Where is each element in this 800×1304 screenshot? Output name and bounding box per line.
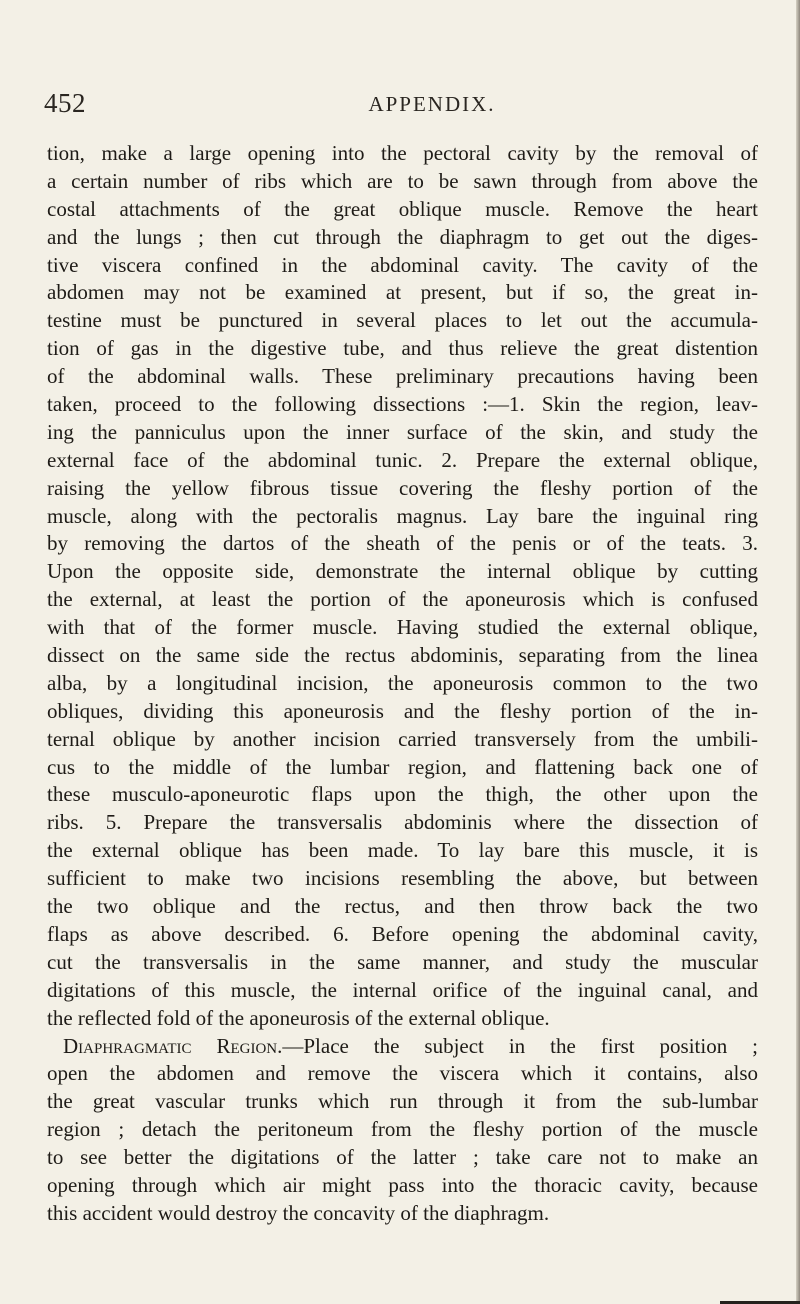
text-line: region ; detach the peritoneum from the fleshy portion of the muscle	[47, 1117, 758, 1142]
section-heading: Diaphragmatic Region.	[63, 1033, 283, 1058]
section-text: —Place the subject in the first position ;	[282, 1033, 758, 1058]
text-line: and the lungs ; then cut through the diaphragm to get out the diges-	[47, 224, 758, 249]
text-line: these musculo-aponeurotic flaps upon the thigh, the other upon the	[47, 782, 758, 807]
text-line: cus to the middle of the lumbar region, and flattening back one of	[47, 754, 758, 779]
text-line: this accident would destroy the concavity of the diaphragm.	[47, 1200, 550, 1225]
text-line: ternal oblique by another incision carried transversely from the umbili-	[47, 726, 758, 751]
running-title: APPENDIX.	[368, 92, 496, 116]
body-text	[47, 140, 758, 1228]
text-line: costal attachments of the great oblique muscle. Remove the heart	[47, 196, 758, 221]
page-header	[44, 88, 744, 120]
section-first-line	[47, 1033, 758, 1061]
text-line: alba, by a longitudinal incision, the aponeurosis common to the two	[47, 670, 758, 695]
text-line: cut the transversalis in the same manner, and study the muscular	[47, 949, 758, 974]
text-line: the reflected fold of the aponeurosis of the external oblique.	[47, 1005, 550, 1030]
text-line: dissect on the same side the rectus abdominis, separating from the linea	[47, 643, 758, 668]
text-line: sufficient to make two incisions resembling the above, but between	[47, 866, 758, 891]
text-line: external face of the abdominal tunic. 2. Prepare the external oblique,	[47, 447, 758, 472]
text-line: flaps as above described. 6. Before opening the abdominal cavity,	[47, 921, 758, 946]
text-line: open the abdomen and remove the viscera which it contains, also	[47, 1061, 758, 1086]
text-line: obliques, dividing this aponeurosis and the fleshy portion of the in-	[47, 698, 758, 723]
text-line: raising the yellow fibrous tissue covering the fleshy portion of the	[47, 475, 758, 500]
text-line: the external, at least the portion of the aponeurosis which is confused	[47, 587, 758, 612]
text-line: muscle, along with the pectoralis magnus. Lay bare the inguinal ring	[47, 503, 758, 528]
text-line: abdomen may not be examined at present, but if so, the great in-	[47, 280, 758, 305]
text-line: ing the panniculus upon the inner surface of the skin, and study the	[47, 419, 758, 444]
text-line: to see better the digitations of the latter ; take care not to make an	[47, 1145, 758, 1170]
text-line: taken, proceed to the following dissections :—1. Skin the region, leav-	[47, 392, 758, 417]
text-line: of the abdominal walls. These preliminary precautions having been	[47, 364, 758, 389]
text-line: digitations of this muscle, the internal orifice of the inguinal canal, and	[47, 977, 758, 1002]
text-line: the external oblique has been made. To lay bare this muscle, it is	[47, 838, 758, 863]
text-line: with that of the former muscle. Having studied the external oblique,	[47, 615, 758, 640]
text-line: the great vascular trunks which run through it from the sub-lumbar	[47, 1089, 758, 1114]
text-line: tion of gas in the digestive tube, and thus relieve the great distention	[47, 336, 758, 361]
text-line: testine must be punctured in several places to let out the accumula-	[47, 308, 758, 333]
text-line: ribs. 5. Prepare the transversalis abdominis where the dissection of	[47, 810, 758, 835]
text-line: a certain number of ribs which are to be sawn through from above the	[47, 168, 758, 193]
text-line: tive viscera confined in the abdominal cavity. The cavity of the	[47, 252, 758, 277]
text-line: the two oblique and the rectus, and then throw back the two	[47, 894, 758, 919]
text-line: opening through which air might pass into the thoracic cavity, because	[47, 1172, 758, 1197]
page-edge-shadow	[796, 0, 800, 1304]
text-line: Upon the opposite side, demonstrate the internal oblique by cutting	[47, 559, 758, 584]
text-line: tion, make a large opening into the pectoral cavity by the removal of	[47, 141, 758, 165]
text-line: by removing the dartos of the sheath of the penis or of the teats. 3.	[47, 531, 758, 556]
page-number: 452	[44, 88, 86, 118]
